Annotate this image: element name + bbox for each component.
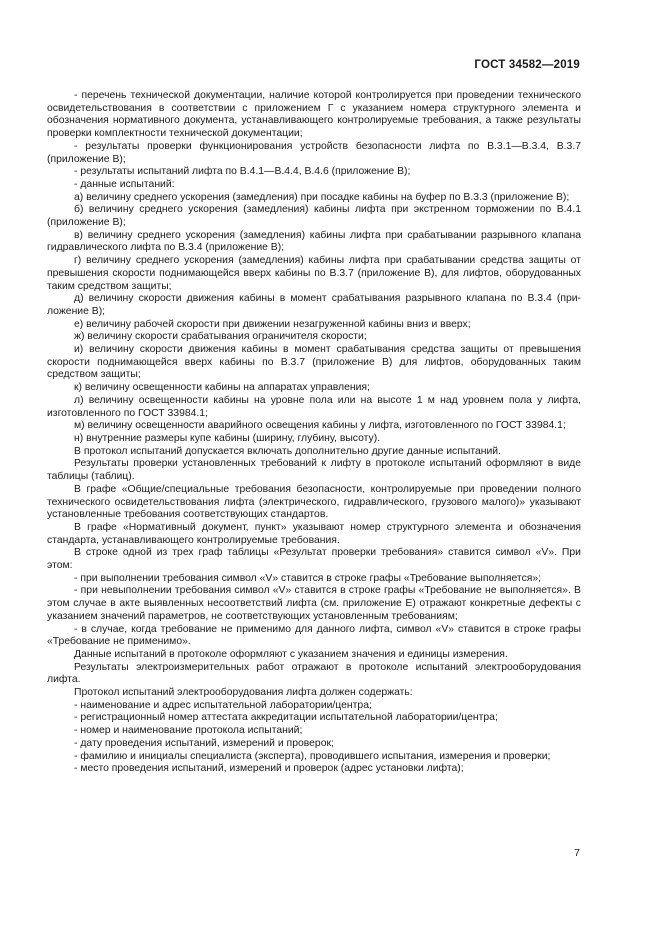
document-body (47, 90, 581, 776)
paragraph: - регистрационный номер аттестата аккредитации испытательной лаборатории/центра; (74, 712, 498, 724)
paragraph: Результаты проверки установленных требований к лифту в протоколе испытаний оформляют в виде таблицы (таблиц). (47, 458, 581, 483)
paragraph: - фамилию и инициалы специалиста (эксперта), проводившего испытания, измерения и проверки; (74, 750, 551, 762)
paragraph: - результаты проверки функционирования устройств безопасности лифта по В.3.1—В.3.4, В.3.7 (приложение В); (47, 140, 581, 165)
paragraph: - в случае, когда требование не применимо для данного лифта, символ «V» ставится в строке графы «Требование не применимо». (47, 623, 581, 648)
paragraph: н) внутренние размеры купе кабины (ширину, глубину, высоту). (74, 432, 381, 444)
paragraph: ж) величину скорости срабатывания ограничителя скорости; (74, 331, 367, 343)
paragraph: к) величину освещенности кабины на аппаратах управления; (74, 382, 370, 394)
paragraph: - результаты испытаний лифта по В.4.1—В.4.4, В.4.6 (приложение В); (74, 166, 411, 178)
paragraph: г) величину среднего ускорения (замедления) кабины лифта при срабатывании средства защиты от превышения скорости поднимающейся вверх кабины по В.3.7 (приложение В), для лифтов, оборудованных таким средством защиты; (47, 255, 581, 292)
paragraph: В строке одной из трех граф таблицы «Результат проверки требования» ставится символ «V». При этом: (47, 547, 581, 572)
paragraph: м) величину освещенности аварийного освещения кабины у лифта, изготовленного по ГОСТ 33984.1; (74, 420, 566, 432)
paragraph: - дату проведения испытаний, измерений и проверок; (74, 737, 334, 749)
paragraph: д) величину скорости движения кабины в момент срабатывания разрывного клапана по В.3.4 (приложение В); (47, 293, 581, 317)
paragraph: Данные испытаний в протоколе оформляют с указанием значения и единицы измерения. (74, 648, 508, 660)
paragraph: Протокол испытаний электрооборудования лифта должен содержать: (74, 687, 413, 699)
standard-header: ГОСТ 34582—2019 (474, 59, 580, 71)
paragraph: - перечень технической документации, наличие которой контролируется при проведении технического освидетельствования в соответствии с приложением Г с указанием номера структурного элемента и обозначения нормативного документа, устанавливающего контролируемые требования, а также результаты проверки комплектности технической документации; (47, 90, 581, 140)
paragraph: б) величину среднего ускорения (замедления) кабины лифта при экстренном торможении по В.4.1 (приложение В); (47, 204, 581, 229)
paragraph: Результаты электроизмерительных работ отражают в протоколе испытаний электрооборудования лифта. (47, 661, 581, 686)
paragraph: В графе «Общие/специальные требования безопасности, контролируемые при проведении полного технического освидетельствования лифта (электрического, гидравлического, грузового малого)» указывают установленные требования соответствующих стандартов. (47, 483, 581, 521)
paragraph: в) величину среднего ускорения (замедления) кабины лифта при срабатывании разрывного клапана гидравлического лифта по В.3.4 (приложение В); (47, 229, 581, 254)
paragraph: - при невыполнении требования символ «V» ставится в строке графы «Требование не выполняется». В этом случае в акте выявленных несоответствий лифта (см. приложение Е) отражают конкретные дефекты с указанием значений параметров, не соответствующих установленным требованиям; (47, 585, 581, 622)
paragraph: а) величину среднего ускорения (замедления) при посадке кабины на буфер по В.3.3 (приложение В); (74, 191, 570, 203)
paragraph: - место проведения испытаний, измерений и проверок (адрес установки лифта); (74, 763, 464, 775)
paragraph: - при выполнении требования символ «V» ставится в строке графы «Требование выполняется»; (74, 572, 542, 584)
page-number: 7 (574, 847, 580, 859)
paragraph: и) величину скорости движения кабины в момент срабатывания средства защиты от превышения скорости поднимающейся вверх кабины по В.3.7 (приложение В) для лифтов, оборудованных таким средством защиты; (47, 344, 581, 381)
paragraph: л) величину освещенности кабины на уровне пола или на высоте 1 м над уровнем пола у лифта, изготовленного по ГОСТ 33984.1; (47, 394, 581, 419)
paragraph: е) величину рабочей скорости при движении незагруженной кабины вниз и вверх; (74, 318, 471, 330)
paragraph: В протокол испытаний допускается включать дополнительно другие данные испытаний. (74, 445, 501, 457)
paragraph: В графе «Нормативный документ, пункт» указывают номер структурного элемента и обозначения стандарта, устанавливающего контролируемые требования. (47, 521, 581, 546)
paragraph: - наименование и адрес испытательной лаборатории/центра; (74, 699, 372, 711)
paragraph: - номер и наименование протокола испытаний; (74, 725, 303, 737)
paragraph: - данные испытаний: (74, 178, 175, 190)
